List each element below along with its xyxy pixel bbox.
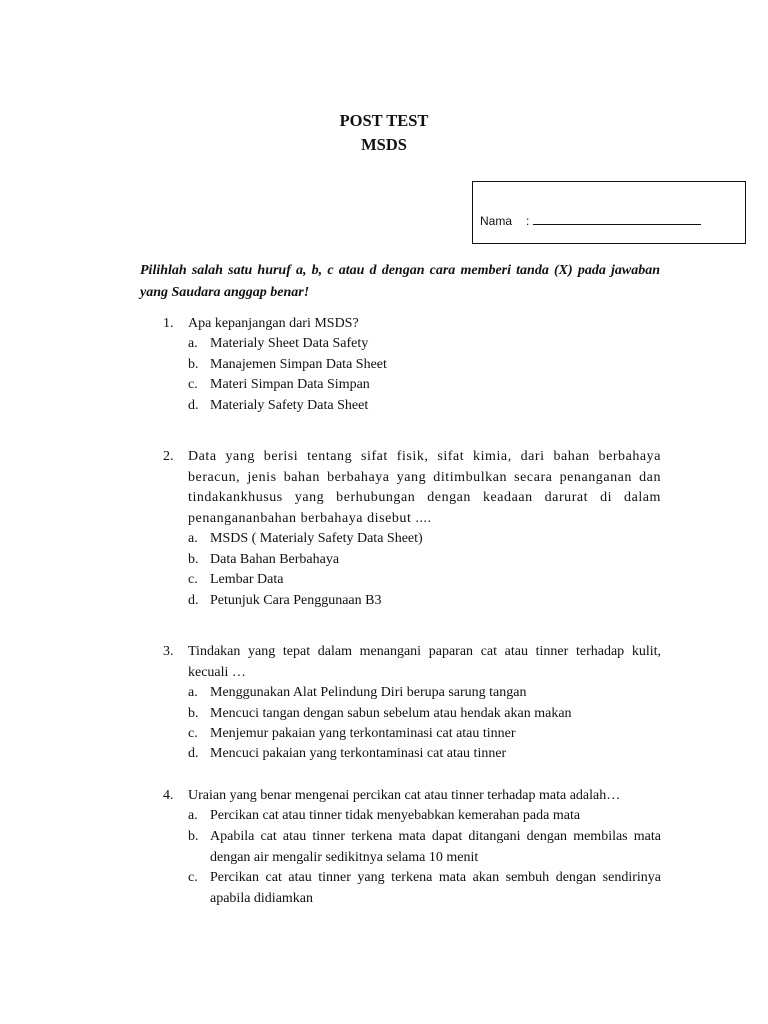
option-text: Materialy Safety Data Sheet [210,398,369,413]
option-text: Lembar Data [210,572,284,587]
option-text: Materialy Sheet Data Safety [210,336,369,351]
option-text: Menjemur pakaian yang terkontaminasi cat atau tinner [210,726,516,741]
option-text: MSDS ( Materialy Safety Data Sheet) [210,531,423,546]
question-text: Uraian yang benar mengenai percikan cat atau tinner terhadap mata adalah… [188,788,621,803]
option-letter: a. [188,808,198,823]
option-text: Percikan cat atau tinner yang terkena mata akan sembuh dengan sendirinya apabila didiamkan [210,870,661,906]
question-number: 4. [163,788,174,803]
option-letter: d. [188,746,199,761]
page-title: POST TEST [339,111,429,130]
name-colon: : [526,214,530,228]
option-text: Data Bahan Berbahaya [210,552,340,567]
question-text: Data yang berisi tentang sifat fisik, sifat kimia, dari bahan berbahaya beracun, jenis bahan berbahaya yang ditimbulkan secara penanganan dan tindakankhusus yang berhubungan dengan keadaan darurat di dalam penangananbahan berbahaya disebut .... [188,449,661,526]
option-text: Mencuci tangan dengan sabun sebelum atau hendak akan makan [210,706,572,721]
option-letter: d. [188,398,199,413]
name-field-row [480,213,701,228]
option-letter: a. [188,531,198,546]
option-letter: c. [188,572,198,587]
option-text: Percikan cat atau tinner tidak menyebabkan kemerahan pada mata [210,808,581,823]
question-text: Tindakan yang tepat dalam menangani paparan cat atau tinner terhadap kulit, kecuali … [188,644,661,680]
option-text: Materi Simpan Data Simpan [210,377,370,392]
instruction-text: Pilihlah salah satu huruf a, b, c atau d dengan cara memberi tanda (X) pada jawaban yang Saudara anggap benar! [140,263,660,300]
option-letter: d. [188,593,199,608]
option-text: Mencuci pakaian yang terkontaminasi cat atau tinner [210,746,507,761]
option-letter: b. [188,829,199,844]
page-subtitle: MSDS [361,135,407,154]
option-letter: a. [188,336,198,351]
question-text: Apa kepanjangan dari MSDS? [188,316,359,331]
option-letter: b. [188,357,199,372]
option-letter: a. [188,685,198,700]
option-text: Menggunakan Alat Pelindung Diri berupa sarung tangan [210,685,527,700]
name-box [472,181,746,244]
option-text: Petunjuk Cara Penggunaan B3 [210,593,382,608]
question-number: 3. [163,644,174,659]
name-label: Nama [480,214,513,228]
option-letter: c. [188,870,198,885]
option-letter: c. [188,377,198,392]
option-letter: c. [188,726,198,741]
name-blank-line[interactable] [533,213,701,225]
option-letter: b. [188,552,199,567]
option-letter: b. [188,706,199,721]
option-text: Apabila cat atau tinner terkena mata dapat ditangani dengan membilas mata dengan air mengalir sedikitnya selama 10 menit [210,829,661,865]
option-text: Manajemen Simpan Data Sheet [210,357,387,372]
question-number: 2. [163,449,174,464]
question-number: 1. [163,316,174,331]
